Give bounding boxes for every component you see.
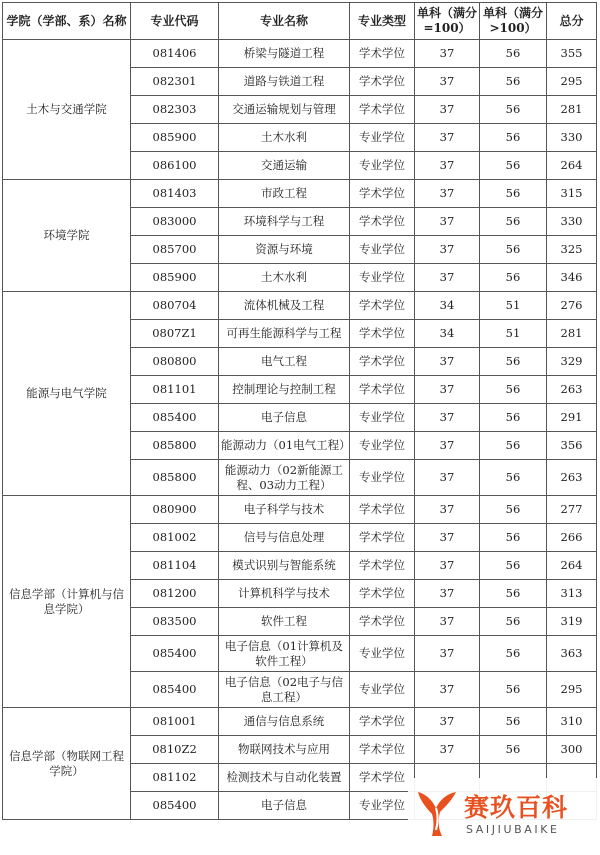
total-cell: 310 — [547, 708, 597, 736]
header-type: 专业类型 — [350, 3, 415, 40]
major-cell: 土木水利 — [219, 264, 350, 292]
header-college: 学院（学部、系）名称 — [3, 3, 131, 40]
major-cell: 交通运输规划与管理 — [219, 96, 350, 124]
single-over-100-cell: 56 — [480, 404, 547, 432]
single-100-cell: 37 — [415, 152, 480, 180]
type-cell: 学术学位 — [350, 552, 415, 580]
single-100-cell: 34 — [415, 292, 480, 320]
type-cell: 学术学位 — [350, 180, 415, 208]
single-100-cell: 37 — [415, 236, 480, 264]
single-over-100-cell: 56 — [480, 708, 547, 736]
single-over-100-cell: 56 — [480, 236, 547, 264]
code-cell: 0810Z2 — [131, 736, 219, 764]
major-cell: 电子信息 — [219, 792, 350, 820]
single-100-cell: 37 — [415, 264, 480, 292]
code-cell: 085800 — [131, 432, 219, 460]
code-cell: 080900 — [131, 496, 219, 524]
major-cell: 物联网技术与应用 — [219, 736, 350, 764]
single-100-cell: 37 — [415, 404, 480, 432]
header-single-over-100: 单科（满分>100） — [480, 3, 547, 40]
major-cell: 电子信息（02电子与信息工程） — [219, 672, 350, 708]
single-100-cell: 37 — [415, 208, 480, 236]
single-100-cell: 37 — [415, 40, 480, 68]
table-row — [3, 180, 597, 208]
total-cell: 291 — [547, 404, 597, 432]
total-cell: 363 — [547, 636, 597, 672]
total-cell: 266 — [547, 524, 597, 552]
major-cell: 检测技术与自动化装置 — [219, 764, 350, 792]
college-cell: 信息学部（计算机与信息学院） — [3, 496, 131, 708]
type-cell: 学术学位 — [350, 608, 415, 636]
single-100-cell: 37 — [415, 580, 480, 608]
total-cell: 355 — [547, 40, 597, 68]
type-cell: 专业学位 — [350, 792, 415, 820]
college-cell: 信息学部（物联网工程学院） — [3, 708, 131, 820]
type-cell: 专业学位 — [350, 152, 415, 180]
code-cell: 081102 — [131, 764, 219, 792]
major-cell: 可再生能源科学与工程 — [219, 320, 350, 348]
total-cell: 319 — [547, 608, 597, 636]
single-over-100-cell: 56 — [480, 180, 547, 208]
single-over-100-cell: 56 — [480, 152, 547, 180]
code-cell: 083000 — [131, 208, 219, 236]
code-cell: 080704 — [131, 292, 219, 320]
single-over-100-cell: 56 — [480, 348, 547, 376]
single-over-100-cell: 51 — [480, 292, 547, 320]
single-100-cell: 37 — [415, 460, 480, 496]
single-100-cell: 37 — [415, 736, 480, 764]
type-cell: 学术学位 — [350, 764, 415, 792]
major-cell: 土木水利 — [219, 124, 350, 152]
code-cell: 081200 — [131, 580, 219, 608]
major-cell: 电子信息 — [219, 404, 350, 432]
total-cell: 276 — [547, 292, 597, 320]
code-cell: 0807Z1 — [131, 320, 219, 348]
total-cell: 330 — [547, 124, 597, 152]
major-cell: 能源动力（02新能源工程、03动力工程） — [219, 460, 350, 496]
major-cell: 流体机械及工程 — [219, 292, 350, 320]
total-cell: 295 — [547, 68, 597, 96]
code-cell: 082301 — [131, 68, 219, 96]
single-over-100-cell: 56 — [480, 124, 547, 152]
code-cell: 085400 — [131, 404, 219, 432]
table-body — [3, 40, 597, 820]
single-over-100-cell: 56 — [480, 496, 547, 524]
major-cell: 能源动力（01电气工程） — [219, 432, 350, 460]
major-cell: 信号与信息处理 — [219, 524, 350, 552]
total-cell: 264 — [547, 152, 597, 180]
single-100-cell: 37 — [415, 636, 480, 672]
single-over-100-cell: 56 — [480, 208, 547, 236]
code-cell: 086100 — [131, 152, 219, 180]
total-cell: 346 — [547, 264, 597, 292]
table-row — [3, 40, 597, 68]
type-cell: 学术学位 — [350, 736, 415, 764]
major-cell: 电子信息（01计算机及软件工程） — [219, 636, 350, 672]
total-cell: 330 — [547, 208, 597, 236]
major-cell: 软件工程 — [219, 608, 350, 636]
single-over-100-cell: 56 — [480, 40, 547, 68]
college-cell: 能源与电气学院 — [3, 292, 131, 496]
single-over-100-cell: 56 — [480, 68, 547, 96]
major-cell: 电气工程 — [219, 348, 350, 376]
single-over-100-cell: 56 — [480, 608, 547, 636]
code-cell: 081002 — [131, 524, 219, 552]
major-cell: 通信与信息系统 — [219, 708, 350, 736]
total-cell: 329 — [547, 348, 597, 376]
single-100-cell: 37 — [415, 672, 480, 708]
code-cell: 081001 — [131, 708, 219, 736]
code-cell: 085700 — [131, 236, 219, 264]
type-cell: 学术学位 — [350, 40, 415, 68]
table-row — [3, 292, 597, 320]
table-row — [3, 708, 597, 736]
single-over-100-cell: 56 — [480, 580, 547, 608]
code-cell: 085900 — [131, 264, 219, 292]
code-cell: 083500 — [131, 608, 219, 636]
code-cell: 085800 — [131, 460, 219, 496]
total-cell: 281 — [547, 96, 597, 124]
watermark-brand: 赛玖百科 — [464, 793, 569, 822]
major-cell: 环境科学与工程 — [219, 208, 350, 236]
type-cell: 学术学位 — [350, 292, 415, 320]
single-100-cell: 37 — [415, 180, 480, 208]
total-cell: 325 — [547, 236, 597, 264]
type-cell: 学术学位 — [350, 524, 415, 552]
header-single-100: 单科（满分=100） — [415, 3, 480, 40]
single-over-100-cell: 56 — [480, 96, 547, 124]
type-cell: 专业学位 — [350, 124, 415, 152]
single-100-cell: 37 — [415, 96, 480, 124]
tail-logo-icon — [414, 786, 460, 838]
total-cell: 313 — [547, 580, 597, 608]
single-100-cell: 37 — [415, 524, 480, 552]
single-100-cell: 37 — [415, 708, 480, 736]
major-cell: 模式识别与智能系统 — [219, 552, 350, 580]
major-cell: 资源与环境 — [219, 236, 350, 264]
type-cell: 学术学位 — [350, 208, 415, 236]
single-100-cell: 34 — [415, 320, 480, 348]
single-100-cell: 37 — [415, 348, 480, 376]
single-over-100-cell: 56 — [480, 552, 547, 580]
type-cell: 专业学位 — [350, 460, 415, 496]
code-cell: 081104 — [131, 552, 219, 580]
total-cell: 295 — [547, 672, 597, 708]
major-cell: 交通运输 — [219, 152, 350, 180]
total-cell: 277 — [547, 496, 597, 524]
single-over-100-cell: 56 — [480, 636, 547, 672]
single-100-cell: 37 — [415, 432, 480, 460]
single-100-cell: 37 — [415, 124, 480, 152]
code-cell: 080800 — [131, 348, 219, 376]
major-cell: 计算机科学与技术 — [219, 580, 350, 608]
type-cell: 专业学位 — [350, 672, 415, 708]
code-cell: 085900 — [131, 124, 219, 152]
type-cell: 学术学位 — [350, 96, 415, 124]
single-over-100-cell: 56 — [480, 460, 547, 496]
code-cell: 085400 — [131, 636, 219, 672]
type-cell: 专业学位 — [350, 636, 415, 672]
single-over-100-cell: 56 — [480, 376, 547, 404]
code-cell: 085400 — [131, 672, 219, 708]
single-over-100-cell: 56 — [480, 524, 547, 552]
type-cell: 专业学位 — [350, 236, 415, 264]
total-cell: 263 — [547, 376, 597, 404]
type-cell: 学术学位 — [350, 376, 415, 404]
total-cell: 315 — [547, 180, 597, 208]
single-over-100-cell: 56 — [480, 672, 547, 708]
single-over-100-cell: 56 — [480, 432, 547, 460]
single-over-100-cell: 56 — [480, 736, 547, 764]
type-cell: 学术学位 — [350, 496, 415, 524]
header-row — [3, 3, 597, 40]
code-cell: 082303 — [131, 96, 219, 124]
type-cell: 专业学位 — [350, 432, 415, 460]
college-cell: 环境学院 — [3, 180, 131, 292]
header-total: 总分 — [547, 3, 597, 40]
code-cell: 085400 — [131, 792, 219, 820]
major-cell: 市政工程 — [219, 180, 350, 208]
total-cell: 281 — [547, 320, 597, 348]
type-cell: 专业学位 — [350, 404, 415, 432]
single-over-100-cell: 51 — [480, 320, 547, 348]
major-cell: 桥梁与隧道工程 — [219, 40, 350, 68]
type-cell: 学术学位 — [350, 68, 415, 96]
major-cell: 电子科学与技术 — [219, 496, 350, 524]
major-cell: 控制理论与控制工程 — [219, 376, 350, 404]
single-100-cell: 37 — [415, 552, 480, 580]
type-cell: 学术学位 — [350, 348, 415, 376]
major-cell: 道路与铁道工程 — [219, 68, 350, 96]
type-cell: 学术学位 — [350, 320, 415, 348]
type-cell: 学术学位 — [350, 708, 415, 736]
code-cell: 081101 — [131, 376, 219, 404]
code-cell: 081403 — [131, 180, 219, 208]
single-100-cell: 37 — [415, 608, 480, 636]
type-cell: 专业学位 — [350, 264, 415, 292]
total-cell: 356 — [547, 432, 597, 460]
total-cell: 263 — [547, 460, 597, 496]
type-cell: 学术学位 — [350, 580, 415, 608]
college-cell: 土木与交通学院 — [3, 40, 131, 180]
single-100-cell: 37 — [415, 68, 480, 96]
header-major: 专业名称 — [219, 3, 350, 40]
single-over-100-cell: 56 — [480, 264, 547, 292]
total-cell: 264 — [547, 552, 597, 580]
header-code: 专业代码 — [131, 3, 219, 40]
table-row — [3, 496, 597, 524]
watermark-sub: SAIJIUBAIKE — [466, 823, 560, 836]
total-cell: 300 — [547, 736, 597, 764]
watermark — [408, 778, 598, 848]
code-cell: 081406 — [131, 40, 219, 68]
single-100-cell: 37 — [415, 496, 480, 524]
score-table — [2, 2, 597, 820]
single-100-cell: 37 — [415, 376, 480, 404]
